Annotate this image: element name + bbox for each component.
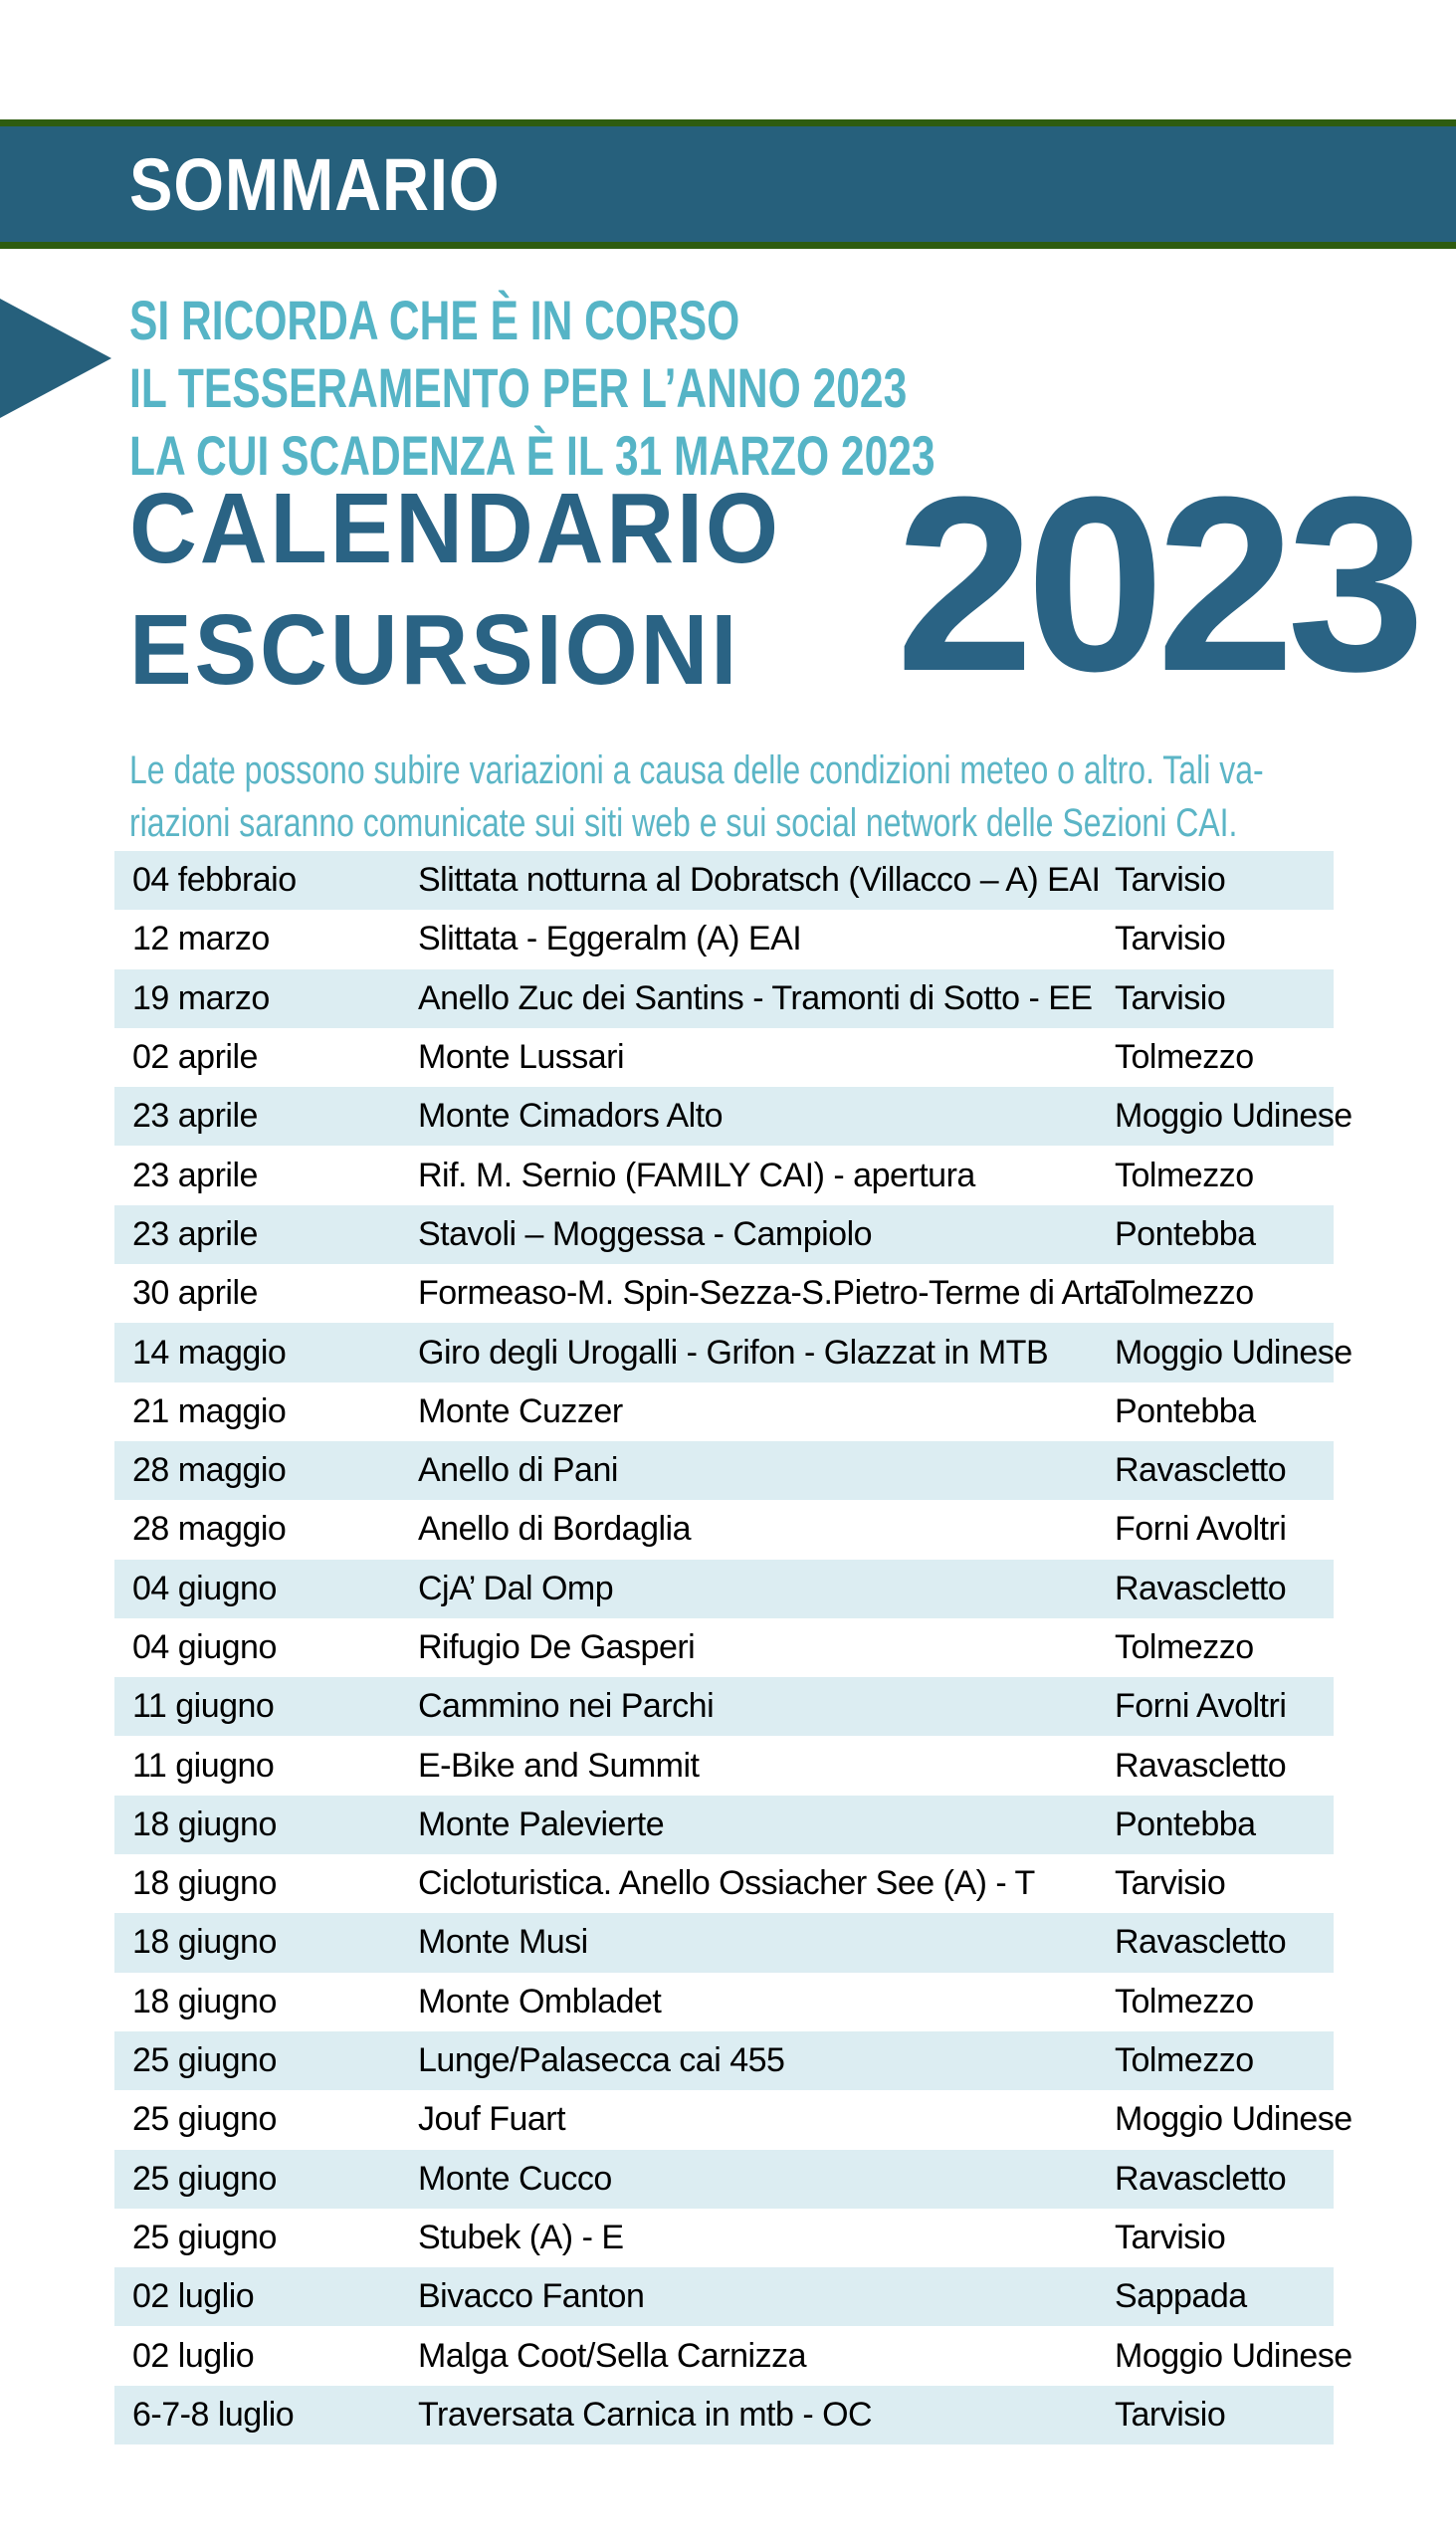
- excursion-date: 23 aprile: [132, 1214, 258, 1253]
- excursion-name: Cicloturistica. Anello Ossiacher See (A) - T: [418, 1864, 1035, 1903]
- excursion-date: 25 giugno: [132, 2100, 277, 2139]
- excursion-date: 21 maggio: [132, 1391, 287, 1430]
- excursion-section: Moggio Udinese: [1115, 2336, 1352, 2375]
- excursion-name: Monte Cimadors Alto: [418, 1097, 724, 1136]
- table-row: [114, 1560, 1334, 1618]
- excursion-date: 04 giugno: [132, 1628, 277, 1666]
- excursion-section: Sappada: [1115, 2277, 1247, 2316]
- excursion-date: 04 giugno: [132, 1569, 277, 1607]
- membership-notice: [129, 287, 936, 490]
- page-title: [129, 468, 781, 711]
- excursion-date: 18 giugno: [132, 1982, 277, 2020]
- excursion-section: Tolmezzo: [1115, 2041, 1254, 2080]
- excursion-name: Bivacco Fanton: [418, 2277, 645, 2316]
- excursion-date: 30 aprile: [132, 1274, 258, 1313]
- excursion-name: Rif. M. Sernio (FAMILY CAI) - apertura: [418, 1156, 975, 1194]
- table-row: [114, 1205, 1334, 1264]
- excursion-date: 18 giugno: [132, 1923, 277, 1962]
- excursion-section: Ravascletto: [1115, 1569, 1287, 1607]
- excursion-section: Tolmezzo: [1115, 1274, 1254, 1313]
- excursion-section: Pontebba: [1115, 1391, 1256, 1430]
- table-row: [114, 1146, 1334, 1204]
- excursion-section: Ravascletto: [1115, 2159, 1287, 2198]
- excursion-section: Moggio Udinese: [1115, 2100, 1352, 2139]
- excursion-section: Tarvisio: [1115, 978, 1226, 1017]
- excursion-date: 25 giugno: [132, 2159, 277, 2198]
- excursion-date: 28 maggio: [132, 1451, 287, 1490]
- excursion-date: 18 giugno: [132, 1805, 277, 1843]
- excursion-section: Ravascletto: [1115, 1746, 1287, 1785]
- notice-line: LA CUI SCADENZA È IL 31 MARZO 2023: [129, 424, 936, 487]
- excursion-date: 6-7-8 luglio: [132, 2395, 295, 2434]
- excursion-date: 12 marzo: [132, 920, 270, 958]
- excursion-name: Monte Musi: [418, 1923, 588, 1962]
- table-row: [114, 1913, 1334, 1972]
- excursion-date: 18 giugno: [132, 1864, 277, 1903]
- page-title-year: 2023: [896, 445, 1418, 723]
- excursion-section: Tolmezzo: [1115, 1982, 1254, 2020]
- excursion-date: 11 giugno: [132, 1687, 275, 1726]
- excursion-date: 02 luglio: [132, 2277, 255, 2316]
- excursion-name: Cammino nei Parchi: [418, 1687, 715, 1726]
- table-row: [114, 2386, 1334, 2444]
- excursion-section: Tolmezzo: [1115, 1628, 1254, 1666]
- excursion-date: 04 febbraio: [132, 861, 297, 900]
- table-row: [114, 1382, 1334, 1441]
- excursion-section: Pontebba: [1115, 1805, 1256, 1843]
- excursion-section: Forni Avoltri: [1115, 1510, 1287, 1549]
- table-row: [114, 969, 1334, 1028]
- table-row: [114, 1264, 1334, 1323]
- table-row: [114, 910, 1334, 968]
- excursion-section: Moggio Udinese: [1115, 1097, 1352, 1136]
- intro-line: riazioni saranno comunicate sui siti web e sui social network delle Sezioni CAI.: [129, 801, 1238, 845]
- excursion-date: 02 aprile: [132, 1038, 258, 1077]
- excursion-name: Rifugio De Gasperi: [418, 1628, 696, 1666]
- table-row: [114, 2090, 1352, 2149]
- excursion-date: 25 giugno: [132, 2041, 277, 2080]
- notice-line: IL TESSERAMENTO PER L’ANNO 2023: [129, 356, 908, 419]
- excursion-name: Monte Palevierte: [418, 1805, 665, 1843]
- excursion-name: Anello di Pani: [418, 1451, 618, 1490]
- excursion-date: 25 giugno: [132, 2218, 277, 2256]
- excursion-date: 02 luglio: [132, 2336, 255, 2375]
- excursion-name: Monte Cuzzer: [418, 1391, 623, 1430]
- excursion-name: Stavoli – Moggessa - Campiolo: [418, 1214, 873, 1253]
- table-row: [114, 1323, 1352, 1381]
- excursion-section: Moggio Udinese: [1115, 1333, 1352, 1372]
- table-row: [114, 2326, 1352, 2385]
- excursion-name: Lunge/Palasecca cai 455: [418, 2041, 785, 2080]
- excursion-section: Ravascletto: [1115, 1923, 1287, 1962]
- excursion-section: Tarvisio: [1115, 920, 1226, 958]
- table-row: [114, 1677, 1334, 1736]
- section-header-title: SOMMARIO: [129, 142, 501, 226]
- excursion-name: Stubek (A) - E: [418, 2218, 624, 2256]
- excursion-date: 23 aprile: [132, 1097, 258, 1136]
- table-row: [114, 1854, 1334, 1913]
- table-row: [114, 1500, 1334, 1559]
- table-row: [114, 1087, 1352, 1146]
- excursion-date: 19 marzo: [132, 978, 270, 1017]
- table-row: [114, 2031, 1334, 2090]
- table-row: [114, 1796, 1334, 1854]
- excursion-name: Slittata - Eggeralm (A) EAI: [418, 920, 802, 958]
- table-row: [114, 2267, 1334, 2326]
- excursion-name: Formeaso-M. Spin-Sezza-S.Pietro-Terme di Arta: [418, 1274, 1122, 1313]
- excursion-section: Tarvisio: [1115, 2218, 1226, 2256]
- excursion-section: Tarvisio: [1115, 2395, 1226, 2434]
- excursion-name: Traversata Carnica in mtb - OC: [418, 2395, 873, 2434]
- excursion-date: 23 aprile: [132, 1156, 258, 1194]
- excursion-name: Slittata notturna al Dobratsch (Villacco – A) EAI: [418, 861, 1101, 900]
- table-row: [114, 1973, 1334, 2031]
- excursion-date: 11 giugno: [132, 1746, 275, 1785]
- excursion-name: Malga Coot/Sella Carnizza: [418, 2336, 807, 2375]
- arrow-right-icon: [0, 299, 111, 418]
- excursion-section: Tolmezzo: [1115, 1038, 1254, 1077]
- table-row: [114, 1736, 1334, 1795]
- intro-line: Le date possono subire variazioni a causa delle condizioni meteo o altro. Tali va-: [129, 748, 1264, 792]
- excursion-name: Jouf Fuart: [418, 2100, 566, 2139]
- excursion-name: Monte Ombladet: [418, 1982, 662, 2020]
- excursion-date: 14 maggio: [132, 1333, 287, 1372]
- excursion-section: Tarvisio: [1115, 861, 1226, 900]
- excursion-section: Ravascletto: [1115, 1451, 1287, 1490]
- excursion-section: Pontebba: [1115, 1214, 1256, 1253]
- table-row: [114, 2209, 1334, 2267]
- excursion-name: Monte Lussari: [418, 1038, 625, 1077]
- table-row: [114, 851, 1334, 910]
- excursions-table: [114, 851, 1352, 2444]
- section-header-bar: [0, 119, 1456, 249]
- page-title-line2: ESCURSIONI: [129, 594, 740, 706]
- excursion-name: Anello di Bordaglia: [418, 1510, 692, 1549]
- table-row: [114, 1441, 1334, 1500]
- table-row: [114, 1028, 1334, 1087]
- notice-line: SI RICORDA CHE È IN CORSO: [129, 289, 740, 351]
- excursion-name: Giro degli Urogalli - Grifon - Glazzat in MTB: [418, 1333, 1049, 1372]
- excursion-date: 28 maggio: [132, 1510, 287, 1549]
- excursion-name: Anello Zuc dei Santins - Tramonti di Sotto - EE: [418, 978, 1093, 1017]
- excursion-section: Forni Avoltri: [1115, 1687, 1287, 1726]
- excursion-section: Tarvisio: [1115, 1864, 1226, 1903]
- excursion-name: Monte Cucco: [418, 2159, 612, 2198]
- table-row: [114, 1618, 1334, 1677]
- page-title-line1: CALENDARIO: [129, 473, 781, 584]
- table-row: [114, 2150, 1334, 2209]
- intro-paragraph: [129, 744, 1264, 850]
- excursion-name: CjA’ Dal Omp: [418, 1569, 614, 1607]
- excursion-name: E-Bike and Summit: [418, 1746, 700, 1785]
- excursion-section: Tolmezzo: [1115, 1156, 1254, 1194]
